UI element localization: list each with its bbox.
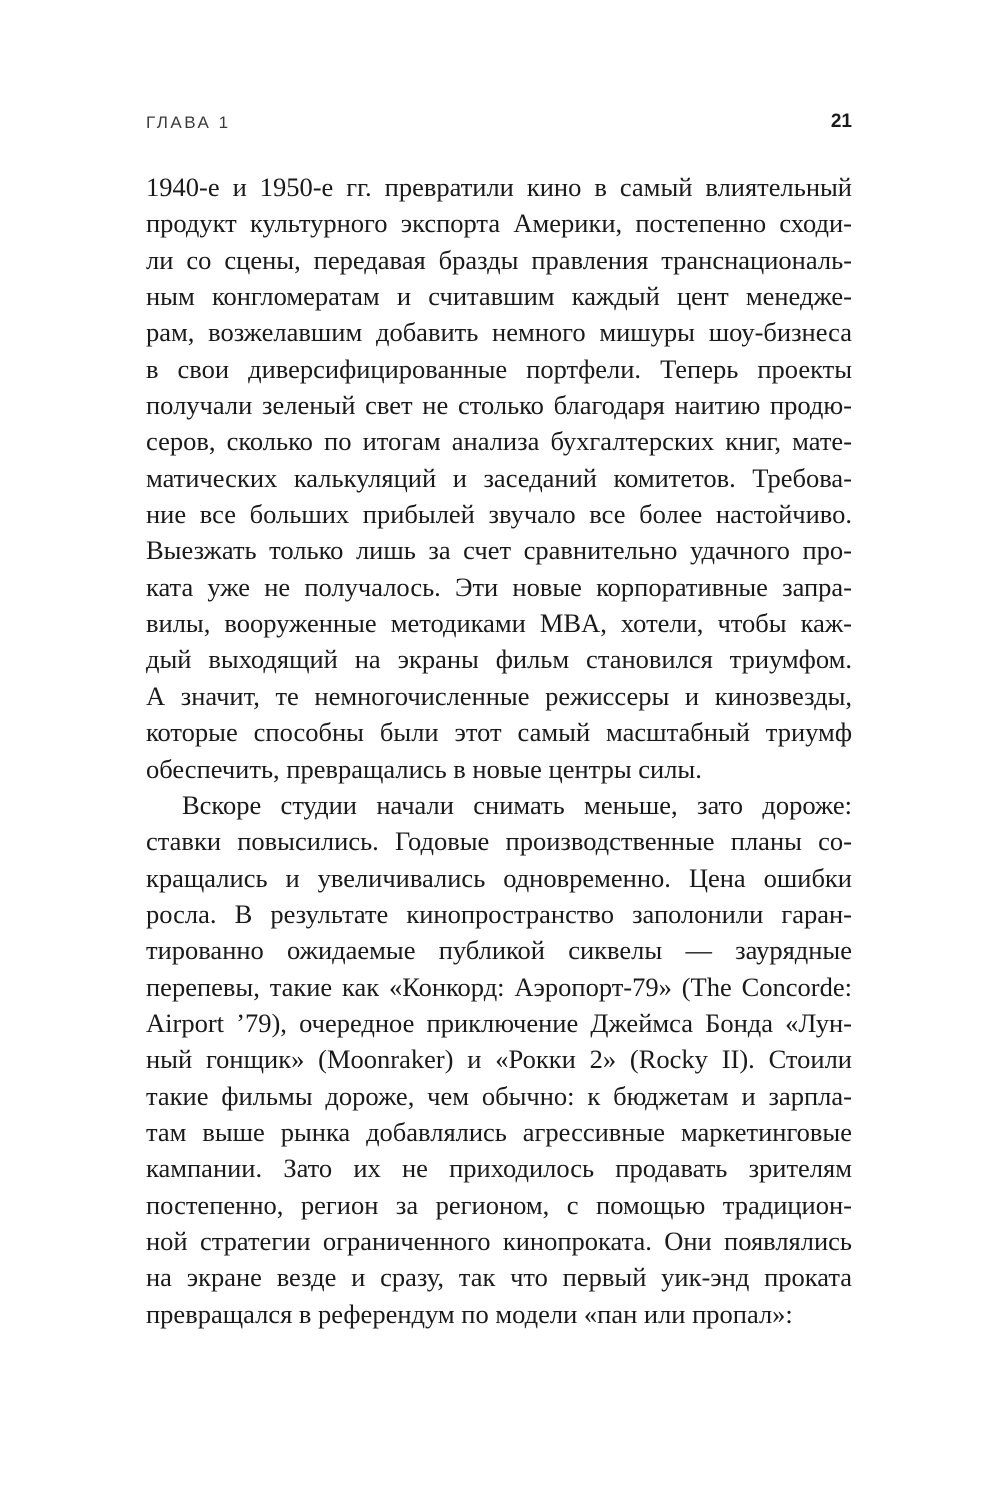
text-line: росла. В результате кинопространство заполонили гаран-: [146, 898, 852, 929]
page-number: 21: [830, 111, 852, 132]
text-line: А значит, те немногочисленные режиссеры и кинозвезды,: [146, 680, 852, 711]
text-line: ный гонщик» (Moonraker) и «Рокки 2» (Rocky II). Стоили: [146, 1044, 852, 1075]
text-line: получали зеленый свет не столько благодаря наитию продю-: [146, 390, 852, 421]
text-line: превращался в референдум по модели «пан или пропал»:: [146, 1298, 793, 1329]
text-line: вилы, вооруженные методиками MBA, хотели, чтобы каж-: [146, 608, 852, 639]
body-text: [146, 169, 852, 1332]
text-line: такие фильмы дороже, чем обычно: к бюджетам и зарпла-: [146, 1080, 852, 1111]
text-line: матических калькуляций и заседаний комитетов. Требова-: [146, 462, 852, 493]
text-line: Выезжать только лишь за счет сравнительно удачного про-: [146, 535, 852, 566]
text-line: ной стратегии ограниченного кинопроката. Они появлялись: [146, 1225, 852, 1256]
text-line: которые способны были этот самый масштабный триумф: [146, 717, 852, 748]
text-line: Вскоре студии начали снимать меньше, зато дороже:: [182, 789, 852, 820]
text-line: там выше рынка добавлялись агрессивные маркетинговые: [146, 1116, 852, 1147]
text-line: кампании. Зато их не приходилось продавать зрителям: [146, 1153, 852, 1184]
text-line: Airport ’79), очередное приключение Джеймса Бонда «Лун-: [146, 1007, 852, 1038]
running-head: [146, 113, 852, 143]
text-line: ли со сцены, передавая бразды правления транснациональ-: [146, 244, 852, 275]
text-line: ным конгломератам и считавшим каждый цент менедже-: [146, 281, 852, 312]
text-line: дый выходящий на экраны фильм становился триумфом.: [146, 644, 852, 675]
text-line: постепенно, регион за регионом, с помощью традицион-: [146, 1189, 852, 1220]
text-line: 1940-е и 1950-е гг. превратили кино в самый влиятельный: [146, 172, 852, 202]
text-line: продукт культурного экспорта Америки, постепенно сходи-: [146, 208, 852, 239]
text-line: обеспечить, превращались в новые центры силы.: [146, 753, 702, 784]
text-line: перепевы, такие как «Конкорд: Аэропорт-79» (The Concorde:: [146, 971, 852, 1002]
chapter-label: ГЛАВА 1: [146, 113, 231, 132]
text-line: кращались и увеличивались одновременно. Цена ошибки: [146, 862, 852, 893]
text-line: ката уже не получалось. Эти новые корпоративные запра-: [146, 571, 852, 602]
paragraph-1: [146, 169, 852, 787]
text-line: в свои диверсифицированные портфели. Теперь проекты: [146, 353, 852, 384]
text-line: серов, сколько по итогам анализа бухгалтерских книг, мате-: [146, 426, 852, 457]
text-line: на экране везде и сразу, так что первый уик-энд проката: [146, 1262, 852, 1293]
paragraph-2: [146, 787, 852, 1332]
text-line: ние все больших прибылей звучало все более настойчиво.: [146, 499, 852, 530]
text-line: ставки повысились. Годовые производственные планы со-: [146, 826, 852, 857]
text-line: тированно ожидаемые публикой сиквелы — заурядные: [146, 935, 852, 966]
text-line: рам, возжелавшим добавить немного мишуры шоу-бизнеса: [146, 317, 852, 348]
